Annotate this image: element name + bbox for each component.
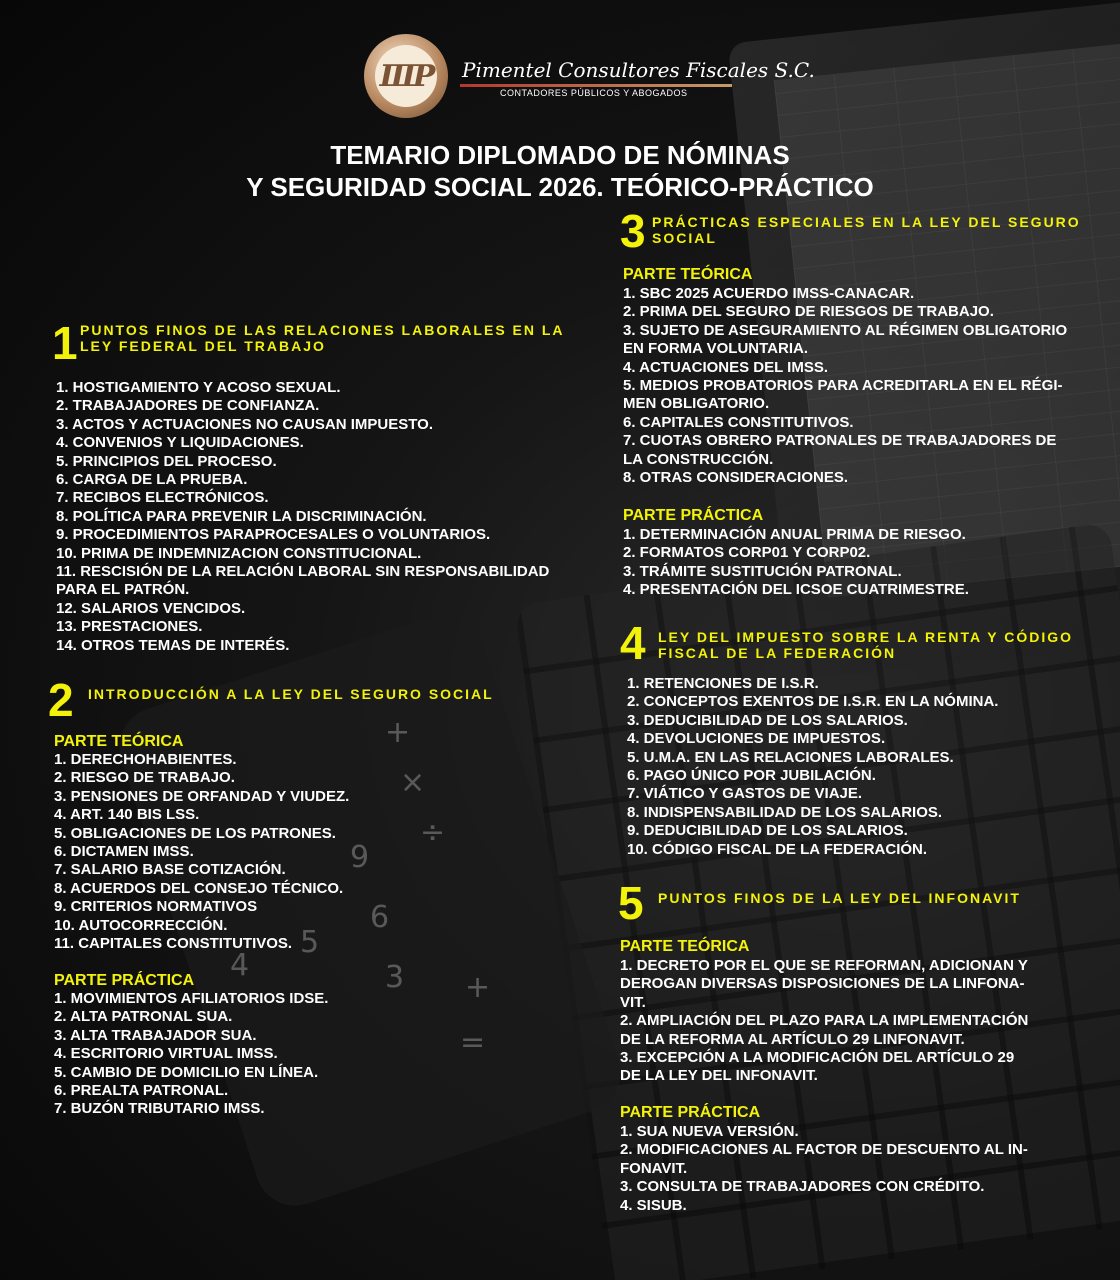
section-1-title-line-2: LEY FEDERAL DEL TRABAJO: [80, 338, 326, 354]
list-item: DE LA LEY DEL INFONAVIT.: [620, 1067, 818, 1085]
list-item: 5. U.M.A. EN LAS RELACIONES LABORALES.: [627, 748, 954, 766]
list-item: 4. ART. 140 BIS LSS.: [54, 806, 200, 824]
section-4-number: 4: [620, 617, 646, 669]
section-3-practica-list: [623, 526, 969, 600]
list-item: 8. ACUERDOS DEL CONSEJO TÉCNICO.: [54, 879, 344, 897]
list-item: 3. TRÁMITE SUSTITUCIÓN PATRONAL.: [623, 562, 902, 580]
section-4-title-line-1: LEY DEL IMPUESTO SOBRE LA RENTA Y CÓDIGO: [658, 629, 1074, 645]
calculator-key: 6: [370, 900, 390, 935]
list-item: 4. CONVENIOS Y LIQUIDACIONES.: [56, 434, 304, 452]
list-item: 8. POLÍTICA PARA PREVENIR LA DISCRIMINACIÓN.: [56, 507, 427, 525]
list-item: 9. DEDUCIBILIDAD DE LOS SALARIOS.: [627, 822, 908, 840]
list-item: 14. OTROS TEMAS DE INTERÉS.: [56, 636, 290, 654]
section-2-practica-list: [54, 990, 328, 1119]
section-1-title-line-1: PUNTOS FINOS DE LAS RELACIONES LABORALES EN LA: [80, 322, 565, 338]
list-item: 3. SUJETO DE ASEGURAMIENTO AL RÉGIMEN OBLIGATORIO: [623, 321, 1068, 339]
list-item: 2. MODIFICACIONES AL FACTOR DE DESCUENTO AL IN-: [620, 1141, 1028, 1159]
list-item: 1. DERECHOHABIENTES.: [54, 751, 237, 768]
list-item: 5. PRINCIPIOS DEL PROCESO.: [56, 452, 277, 470]
list-item: 9. CRITERIOS NORMATIVOS: [54, 898, 258, 916]
list-item: 13. PRESTACIONES.: [56, 618, 203, 636]
section-5-number: 5: [618, 877, 644, 929]
list-item: 6. PAGO ÚNICO POR JUBILACIÓN.: [627, 767, 876, 785]
list-item: 1. DETERMINACIÓN ANUAL PRIMA DE RIESGO.: [623, 526, 966, 543]
list-item: 2. RIESGO DE TRABAJO.: [54, 769, 235, 787]
calculator-key: 3: [385, 960, 405, 995]
list-item: 1. SBC 2025 ACUERDO IMSS-CANACAR.: [623, 285, 915, 302]
list-item: 1. SUA NUEVA VERSIÓN.: [620, 1123, 799, 1140]
company-name: Pimentel Consultores Fiscales S.C.: [462, 58, 815, 82]
list-item: 4. ACTUACIONES DEL IMSS.: [623, 358, 829, 376]
calculator-key: 9: [350, 840, 370, 875]
list-item: 4. DEVOLUCIONES DE IMPUESTOS.: [627, 730, 886, 748]
list-item: 4. PRESENTACIÓN DEL ICSOE CUATRIMESTRE.: [623, 581, 969, 599]
list-item: 5. MEDIOS PROBATORIOS PARA ACREDITARLA EN EL RÉGI-: [623, 377, 1063, 395]
list-item: 1. DECRETO POR EL QUE SE REFORMAN, ADICIONAN Y: [620, 957, 1028, 974]
list-item: 6. DICTAMEN IMSS.: [54, 843, 194, 861]
list-item: 8. INDISPENSABILIDAD DE LOS SALARIOS.: [627, 803, 943, 821]
list-item: 2. TRABAJADORES DE CONFIANZA.: [56, 397, 320, 415]
list-item: FONAVIT.: [620, 1159, 688, 1177]
brand-divider: [460, 84, 732, 87]
list-item: DEROGAN DIVERSAS DISPOSICIONES DE LA LINFONA-: [620, 975, 1025, 993]
list-item: 4. ESCRITORIO VIRTUAL IMSS.: [54, 1045, 278, 1063]
calculator-key: +: [465, 970, 491, 1005]
list-item: 3. EXCEPCIÓN A LA MODIFICACIÓN DEL ARTÍCULO 29: [620, 1049, 1015, 1067]
list-item: 2. FORMATOS CORP01 Y CORP02.: [623, 544, 871, 562]
section-3-practica-heading: PARTE PRÁCTICA: [623, 507, 764, 524]
list-item: 6. PREALTA PATRONAL.: [54, 1082, 229, 1100]
list-item: 2. PRIMA DEL SEGURO DE RIESGOS DE TRABAJO.: [623, 303, 994, 321]
list-item: 6. CARGA DE LA PRUEBA.: [56, 471, 248, 489]
list-item: MEN OBLIGATORIO.: [623, 395, 770, 413]
list-item: 2. AMPLIACIÓN DEL PLAZO PARA LA IMPLEMENTACIÓN: [620, 1012, 1029, 1030]
list-item: PARA EL PATRÓN.: [56, 581, 190, 599]
section-2-title-line-1: INTRODUCCIÓN A LA LEY DEL SEGURO SOCIAL: [88, 686, 494, 702]
list-item: 7. BUZÓN TRIBUTARIO IMSS.: [54, 1100, 265, 1118]
list-item: 7. CUOTAS OBRERO PATRONALES DE TRABAJADORES DE: [623, 432, 1057, 450]
page-title-line-1: TEMARIO DIPLOMADO DE NÓMINAS: [330, 140, 790, 170]
list-item: 3. PENSIONES DE ORFANDAD Y VIUDEZ.: [54, 787, 350, 805]
section-2-practica-heading: PARTE PRÁCTICA: [54, 972, 195, 989]
company-logo: [364, 34, 448, 118]
list-item: 8. OTRAS CONSIDERACIONES.: [623, 469, 849, 487]
calculator-key: ÷: [420, 815, 446, 850]
list-item: 9. PROCEDIMIENTOS PARAPROCESALES O VOLUNTARIOS.: [56, 526, 491, 544]
section-5-teorica-list: [620, 957, 1028, 1086]
list-item: 12. SALARIOS VENCIDOS.: [56, 599, 246, 617]
section-3-title-line-1: PRÁCTICAS ESPECIALES EN LA LEY DEL SEGURO: [652, 214, 1081, 230]
list-item: 2. ALTA PATRONAL SUA.: [54, 1008, 233, 1026]
section-1-list: [56, 379, 549, 655]
section-4-list: [627, 675, 998, 859]
list-item: 2. CONCEPTOS EXENTOS DE I.S.R. EN LA NÓMINA.: [627, 693, 999, 711]
calculator-key: +: [385, 715, 411, 750]
list-item: 1. MOVIMIENTOS AFILIATORIOS IDSE.: [54, 990, 329, 1007]
list-item: DE LA REFORMA AL ARTÍCULO 29 LINFONAVIT.: [620, 1030, 965, 1048]
section-5-practica-list: [620, 1123, 1028, 1215]
page-title-line-2: Y SEGURIDAD SOCIAL 2026. TEÓRICO-PRÁCTICO: [246, 172, 874, 202]
list-item: VIT.: [620, 993, 646, 1011]
section-5-teorica-heading: PARTE TEÓRICA: [620, 938, 750, 955]
list-item: 10. PRIMA DE INDEMNIZACION CONSTITUCIONAL.: [56, 544, 422, 562]
list-item: 4. SISUB.: [620, 1196, 687, 1214]
list-item: 11. RESCISIÓN DE LA RELACIÓN LABORAL SIN RESPONSABILIDAD: [56, 563, 550, 581]
list-item: 3. ACTOS Y ACTUACIONES NO CAUSAN IMPUESTO.: [56, 415, 433, 433]
section-3-title-line-2: SOCIAL: [652, 230, 717, 246]
list-item: 1. HOSTIGAMIENTO Y ACOSO SEXUAL.: [56, 379, 341, 396]
list-item: 10. AUTOCORRECCIÓN.: [54, 916, 228, 934]
list-item: 5. OBLIGACIONES DE LOS PATRONES.: [54, 824, 336, 842]
section-5-title-line-1: PUNTOS FINOS DE LA LEY DEL INFONAVIT: [658, 890, 1021, 906]
calculator-key: =: [460, 1025, 486, 1060]
list-item: EN FORMA VOLUNTARIA.: [623, 340, 808, 358]
calculator-key: 5: [300, 925, 320, 960]
list-item: 10. CÓDIGO FISCAL DE LA FEDERACIÓN.: [627, 840, 928, 858]
list-item: 5. CAMBIO DE DOMICILIO EN LÍNEA.: [54, 1063, 319, 1081]
section-2-teorica-list: [54, 751, 349, 953]
calculator-key: ×: [400, 765, 426, 800]
section-3-teorica-list: [623, 285, 1067, 487]
list-item: 3. ALTA TRABAJADOR SUA.: [54, 1026, 257, 1044]
company-tagline: CONTADORES PÚBLICOS Y ABOGADOS: [500, 88, 688, 98]
section-3-number: 3: [620, 205, 646, 257]
list-item: 7. VIÁTICO Y GASTOS DE VIAJE.: [627, 785, 863, 803]
section-2-teorica-heading: PARTE TEÓRICA: [54, 733, 184, 750]
list-item: 3. CONSULTA DE TRABAJADORES CON CRÉDITO.: [620, 1178, 985, 1196]
list-item: 7. RECIBOS ELECTRÓNICOS.: [56, 489, 269, 507]
logo-monogram: IIIP: [375, 45, 437, 107]
list-item: LA CONSTRUCCIÓN.: [623, 450, 774, 468]
list-item: 11. CAPITALES CONSTITUTIVOS.: [54, 935, 293, 953]
calculator-key: 4: [230, 948, 250, 983]
list-item: 6. CAPITALES CONSTITUTIVOS.: [623, 413, 854, 431]
list-item: 1. RETENCIONES DE I.S.R.: [627, 675, 819, 692]
list-item: 7. SALARIO BASE COTIZACIÓN.: [54, 861, 286, 879]
section-5-practica-heading: PARTE PRÁCTICA: [620, 1104, 761, 1121]
section-3-teorica-heading: PARTE TEÓRICA: [623, 266, 753, 283]
section-4-title-line-2: FISCAL DE LA FEDERACIÓN: [658, 645, 897, 661]
section-1-number: 1: [52, 317, 78, 369]
section-2-number: 2: [48, 674, 74, 726]
list-item: 3. DEDUCIBILIDAD DE LOS SALARIOS.: [627, 711, 908, 729]
